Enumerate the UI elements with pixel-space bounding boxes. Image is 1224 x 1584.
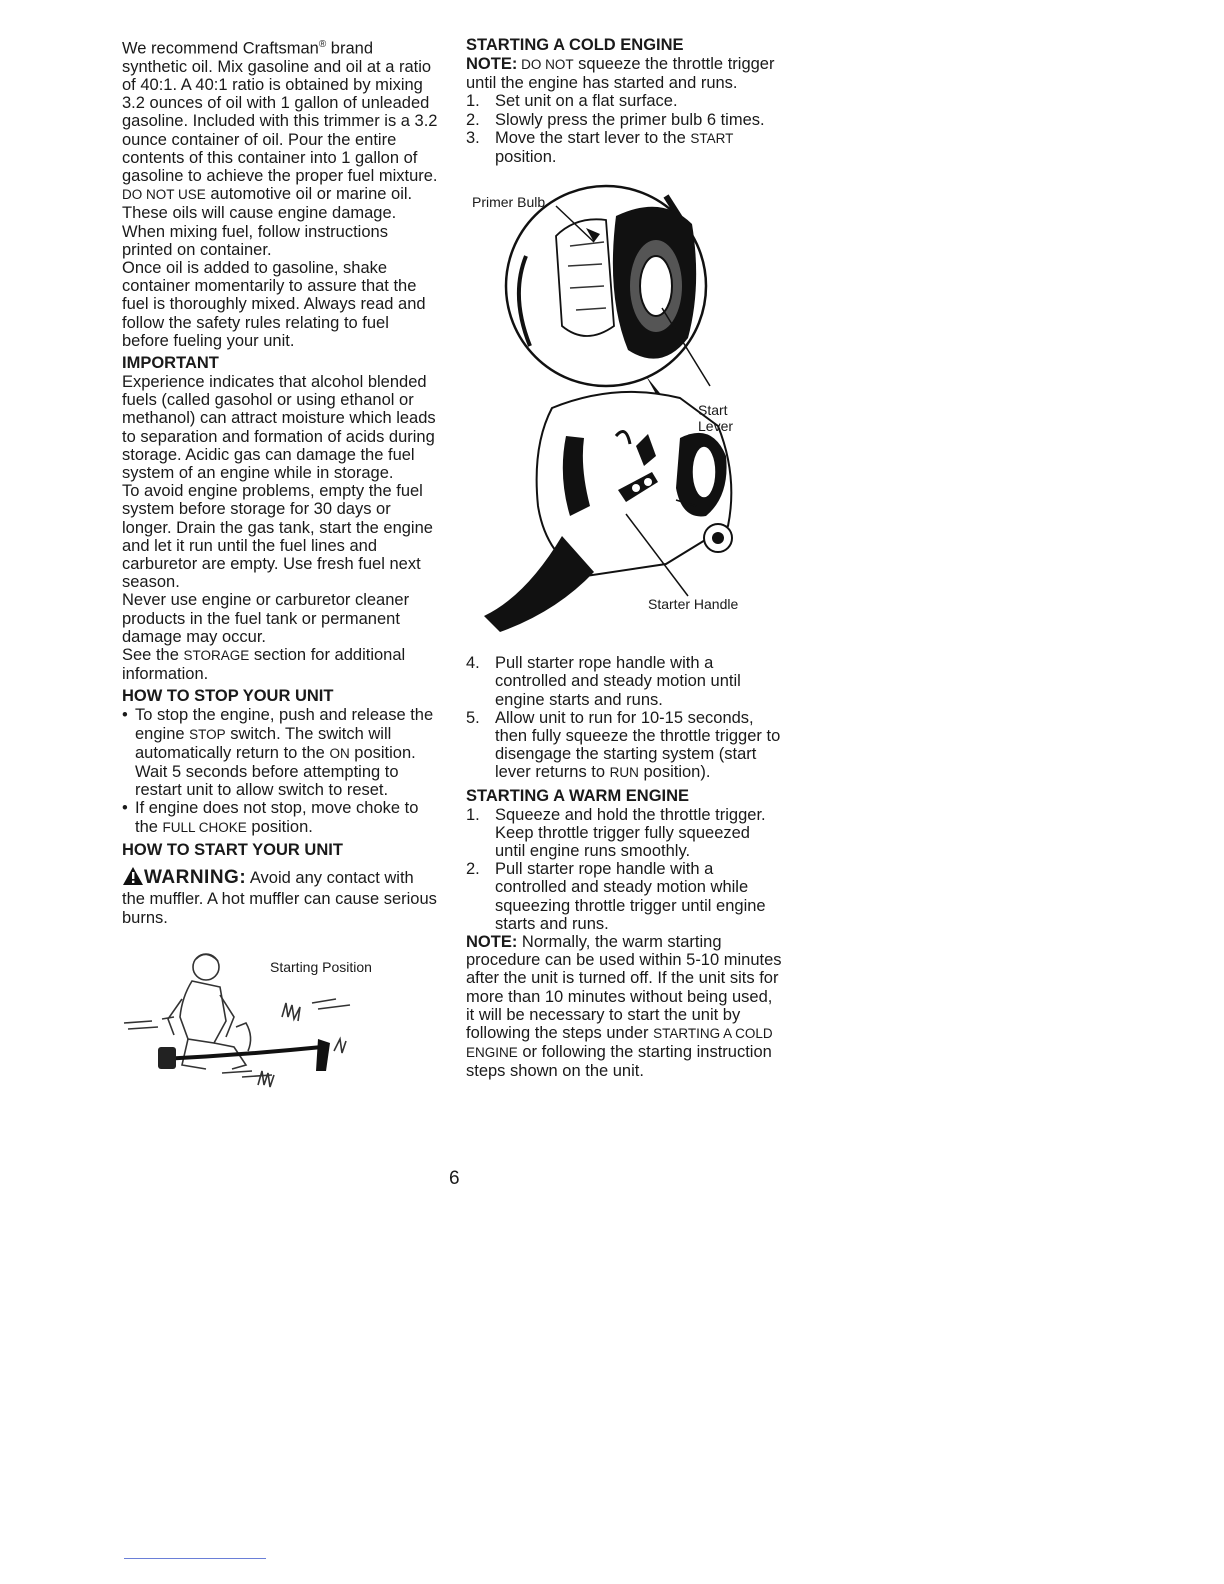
note-label: NOTE: [466,55,518,73]
list-item: 4. Pull starter rope handle with a controlled and steady motion until engine starts and runs. [466,654,741,709]
alcohol-paragraph: Experience indicates that alcohol blended fuels (called gasohol or using ethanol or methanol) can attract moisture which leads to separation and formation of acids during storage. Acidic gas can damage the fuel system of an engine while in storage. [122,372,436,482]
cold-steps-list [466,92,782,166]
start-label: Start [698,402,728,419]
fuel-mix-paragraph: We recommend Craftsman® brand synthetic oil. Mix gasoline and oil at a ratio of 40:1. A 40:1 ratio is obtained by mixing 3.2 ounces of oil with 1 gallon of unleaded gasoline. Included with this trimmer is a 3.2 ounce container of oil. Pour the entire contents of this container into 1 gallon of gasoline to achieve the proper fuel mixture. DO NOT USE automotive oil or marine oil. These oils will cause engine damage. When mixing fuel, follow instructions printed on container. [122,39,438,259]
right-column [466,36,782,1081]
storage-paragraph: To avoid engine problems, empty the fuel system before storage for 30 days or longer. Drain the gas tank, start the engine and let it run until the fuel lines and carburetor are empty. Use fresh fuel next season. [122,482,433,592]
cold-note: NOTE: DO NOT squeeze the throttle trigger until the engine has started and runs. [466,55,775,93]
page-number: 6 [449,1168,460,1189]
list-item: 2. Slowly press the primer bulb 6 times. [466,110,765,129]
list-item: • If engine does not stop, move choke to the FULL CHOKE position. [122,799,419,836]
cleaner-paragraph: Never use engine or carburetor cleaner products in the fuel tank or permanent damage may occur. [122,591,410,646]
list-item: 1. Squeeze and hold the throttle trigger. Keep throttle trigger fully squeezed until engine runs smoothly. [466,805,766,861]
warning-label: WARNING: [144,866,247,888]
cold-engine-heading: STARTING A COLD ENGINE [466,36,684,54]
warning-icon [122,866,144,891]
list-item: • To stop the engine, push and release the engine STOP switch. The switch will automatically return to the ON position. Wait 5 seconds before attempting to restart unit to allow switch to reset. [122,706,434,800]
stop-unit-list [122,706,438,836]
warning-paragraph: WARNING: Avoid any contact with the muffler. A hot muffler can cause serious burns. [122,866,437,927]
primer-bulb-label: Primer Bulb [472,194,546,211]
important-heading: IMPORTANT [122,353,219,372]
left-column [122,36,438,1097]
list-item: 5. Allow unit to run for 10-15 seconds, then fully squeeze the throttle trigger to disengage the starting system (start lever returns to RUN position). [466,708,781,782]
warm-engine-heading: STARTING A WARM ENGINE [466,786,690,805]
stop-unit-heading: HOW TO STOP YOUR UNIT [122,687,334,706]
engine-controls-illustration [466,176,782,646]
list-item: 1. Set unit on a flat surface. [466,92,678,111]
see-storage-paragraph: See the STORAGE section for additional information. [122,646,406,684]
starting-position-figure [122,947,438,1097]
start-unit-heading: HOW TO START YOUR UNIT [122,840,343,859]
cold-steps-list-continued [466,654,782,782]
list-item: 3. Move the start lever to the START position. [466,128,734,167]
engine-controls-figure [466,176,782,646]
list-item: 2. Pull starter rope handle with a controlled and steady motion while squeezing throttle trigger until engine starts and runs. [466,860,766,933]
warm-steps-list [466,806,782,933]
registered-mark: ® [318,39,327,50]
warm-note: NOTE: Normally, the warm starting procedure can be used within 5-10 minutes after the unit is turned off. If the unit sits for more than 10 minutes without being used, it will be necessary to start the unit by following the steps under STARTING A COLD ENGINE or following the starting instruction steps shown on the unit. [466,933,782,1081]
footer-rule [124,1558,266,1559]
starting-position-label: Starting Position [270,959,372,976]
note-label: NOTE: [466,933,518,952]
starter-handle-label: Starter Handle [648,596,739,613]
lever-label: Lever [698,418,734,435]
shake-paragraph: Once oil is added to gasoline, shake container momentarily to assure that the fuel is thoroughly mixed. Always read and follow the safety rules relating to fuel before fueling your unit. [122,258,426,350]
